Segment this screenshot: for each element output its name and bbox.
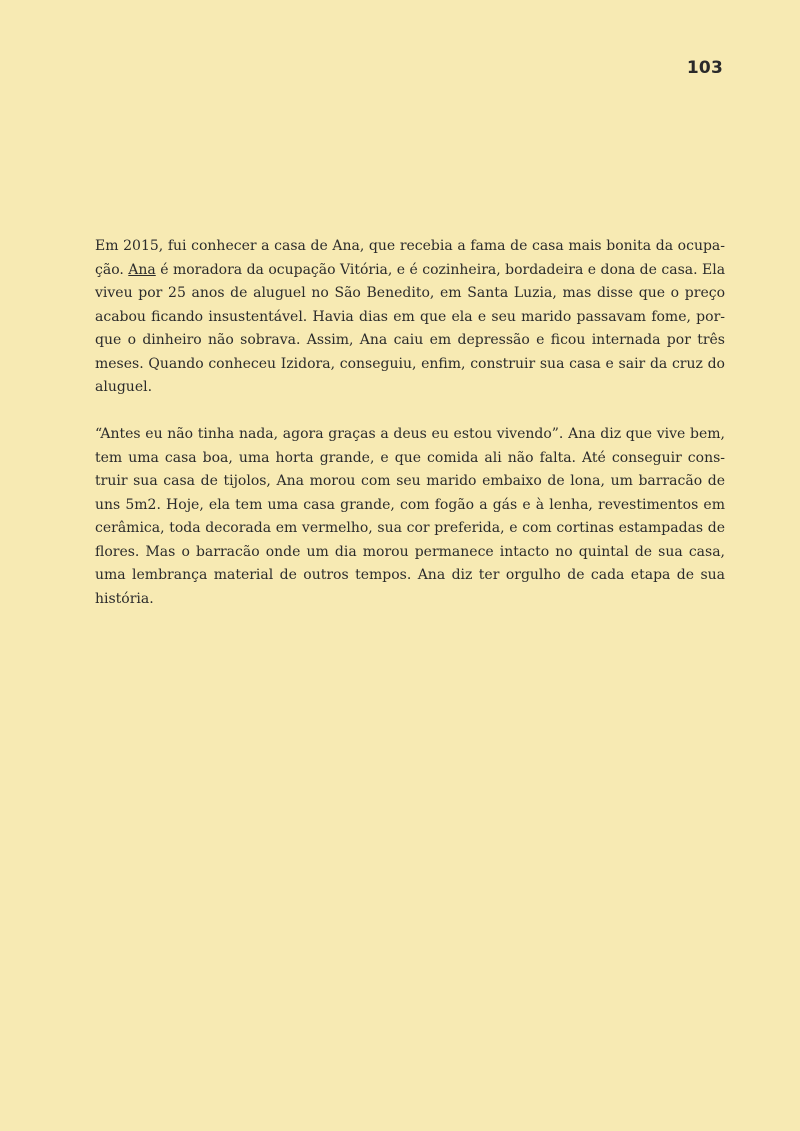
- text-line: uns 5m2. Hoje, ela tem uma casa grande, com fogão a gás e à lenha, revestimentos em: [95, 496, 725, 513]
- text-segment: ção.: [95, 261, 129, 278]
- text-line: viveu por 25 anos de aluguel no São Benedito, em Santa Luzia, mas disse que o preço: [95, 285, 725, 301]
- text-line: meses. Quando conheceu Izidora, conseguiu, enfim, construir sua casa e sair da cruz do: [95, 355, 725, 372]
- text-line: truir sua casa de tijolos, Ana morou com seu marido embaixo de lona, um barracão de: [95, 473, 725, 489]
- text-line: que o dinheiro não sobrava. Assim, Ana caiu em depressão e ficou internada por três: [95, 332, 725, 348]
- underlined-name-ana: Ana: [128, 261, 156, 278]
- text-line: cerâmica, toda decorada em vermelho, sua cor preferida, e com cortinas estampadas de: [95, 520, 725, 536]
- body-text: [95, 235, 725, 635]
- text-line: acabou ficando insustentável. Havia dias em que ela e seu marido passavam fome, por-: [95, 308, 725, 325]
- text-line: “Antes eu não tinha nada, agora graças a deus eu estou vivendo”. Ana diz que vive bem,: [95, 426, 725, 442]
- paragraph-2: [95, 423, 725, 611]
- text-line: flores. Mas o barracão onde um dia morou permanece intacto no quintal de sua casa,: [95, 543, 725, 560]
- paragraph-1: [95, 235, 725, 400]
- text-line: [95, 259, 725, 283]
- text-line: uma lembrança material de outros tempos. Ana diz ter orgulho de cada etapa de sua: [95, 567, 725, 583]
- text-line: história.: [95, 590, 154, 607]
- text-line: aluguel.: [95, 379, 153, 395]
- text-line: Em 2015, fui conhecer a casa de Ana, que recebia a fama de casa mais bonita da ocupa-: [95, 238, 725, 254]
- text-segment: é moradora da ocupação Vitória, e é cozinheira, bordadeira e dona de casa. Ela: [155, 261, 726, 278]
- page-number: 103: [686, 58, 723, 78]
- text-line: tem uma casa boa, uma horta grande, e que comida ali não falta. Até conseguir cons-: [95, 449, 725, 466]
